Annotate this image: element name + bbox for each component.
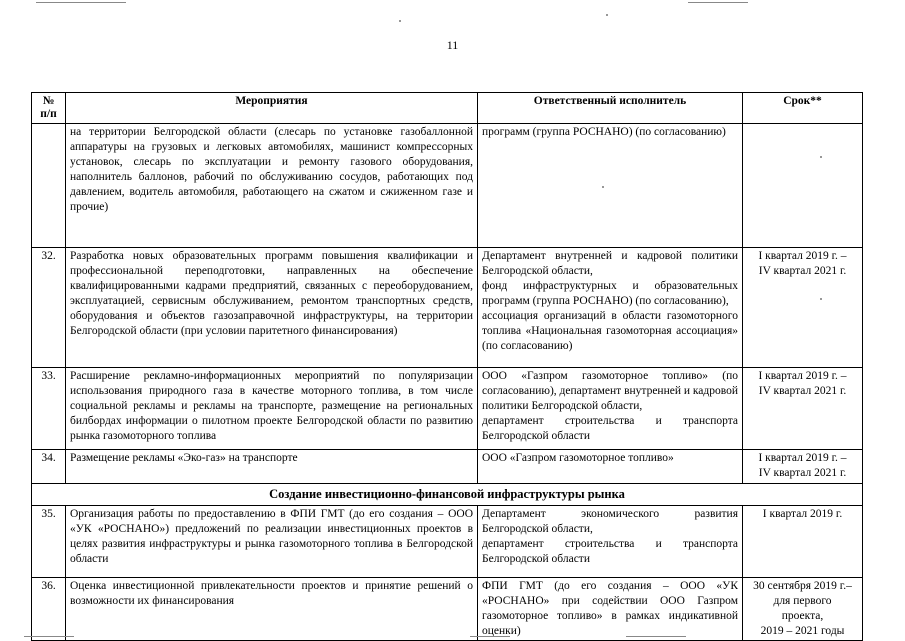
cell-executor: Департамент экономического развития Белгородской области, департамент строительства и транспорта Белгородской области — [478, 506, 743, 578]
cell-number: 33. — [32, 368, 66, 450]
cell-number: 32. — [32, 248, 66, 368]
table-header-row — [32, 93, 863, 124]
section-title: Создание инвестиционно-финансовой инфраструктуры рынка — [32, 484, 863, 506]
cell-measures: Разработка новых образовательных программ повышения квалификации и профессиональной переподготовки, направленных на обеспечение квалифицированными кадрами предприятий, связанных с переоборудованием, эксплуатацией, сервисным обслуживанием, ремонтом транспортных средств, оборудования и объектов газозаправочной инфраструктуры, на территории Белгородской области (при условии паритетного финансирования) — [66, 248, 478, 368]
cell-measures: на территории Белгородской области (слесарь по установке газобаллонной аппаратуры на грузовых и легковых автомобилях, машинист компрессорных установок, слесарь по эксплуатации и ремонту газового оборудования, наполнитель баллонов, рабочий по обслуживанию сосудов, работающих под давлением, водитель автомобиля, работающего на сжатом и сжиженном газе и прочие) — [66, 124, 478, 248]
cell-number — [32, 124, 66, 248]
header-executor: Ответственный исполнитель — [478, 93, 743, 124]
scan-line-bottom-mid — [470, 636, 510, 637]
scan-line-bottom-left — [24, 636, 74, 637]
scan-speck — [820, 156, 822, 158]
cell-executor: программ (группа РОСНАНО) (по согласованию) — [478, 124, 743, 248]
table-row — [32, 578, 863, 641]
cell-number: 35. — [32, 506, 66, 578]
table-row — [32, 368, 863, 450]
cell-term: I квартал 2019 г. – IV квартал 2021 г. — [743, 368, 863, 450]
scan-speck — [606, 14, 608, 16]
cell-term: 30 сентября 2019 г.– для первого проекта, 2019 – 2021 годы — [743, 578, 863, 641]
page-number: 11 — [446, 38, 459, 52]
cell-measures: Размещение рекламы «Эко-газ» на транспорте — [66, 450, 478, 484]
header-number: № п/п — [32, 93, 66, 124]
table-row — [32, 450, 863, 484]
header-measures: Мероприятия — [66, 93, 478, 124]
cell-number: 34. — [32, 450, 66, 484]
cell-term: I квартал 2019 г. – IV квартал 2021 г. — [743, 450, 863, 484]
scan-speck — [820, 298, 822, 300]
cell-term: I квартал 2019 г. – IV квартал 2021 г. — [743, 248, 863, 368]
scan-line-bottom-right — [626, 636, 686, 637]
table-row — [32, 506, 863, 578]
cell-executor: ООО «Газпром газомоторное топливо» — [478, 450, 743, 484]
header-term: Срок** — [743, 93, 863, 124]
table-row — [32, 248, 863, 368]
cell-measures: Оценка инвестиционной привлекательности проектов и принятие решений о возможности их финансирования — [66, 578, 478, 641]
cell-executor: Департамент внутренней и кадровой политики Белгородской области, фонд инфраструктурных и образовательных программ (группа РОСНАНО) (по согласованию), ассоциация организаций в области газомоторного топлива «Национальная газомоторная ассоциация» (по согласованию) — [478, 248, 743, 368]
section-row — [32, 484, 863, 506]
cell-measures: Расширение рекламно-информационных мероприятий по популяризации использования природного газа в качестве моторного топлива, в том числе социальной рекламы и рекламы на транспорте, размещение на региональных билбордах информации о пилотном проекте Белгородской области по развитию рынка газомоторного топлива — [66, 368, 478, 450]
scan-line-top-right — [688, 2, 748, 3]
table-row-continuation — [32, 124, 863, 248]
cell-measures: Организация работы по предоставлению в ФПИ ГМТ (до его создания – ООО «УК «РОСНАНО») предложений по реализации инвестиционных проектов в целях развития инфраструктуры и рынка газомоторного топлива в Белгородской области — [66, 506, 478, 578]
cell-number: 36. — [32, 578, 66, 641]
cell-executor: ФПИ ГМТ (до его создания – ООО «УК «РОСНАНО» при содействии ООО Газпром газомоторное топливо» в рамках индикативной оценки) — [478, 578, 743, 641]
measures-table — [31, 92, 863, 641]
scan-speck — [399, 20, 401, 22]
scan-line-top-left — [36, 2, 126, 3]
scan-speck — [602, 186, 604, 188]
cell-term — [743, 124, 863, 248]
cell-executor: ООО «Газпром газомоторное топливо» (по согласованию), департамент внутренней и кадровой политики Белгородской области, департамент строительства и транспорта Белгородской области — [478, 368, 743, 450]
cell-term: I квартал 2019 г. — [743, 506, 863, 578]
